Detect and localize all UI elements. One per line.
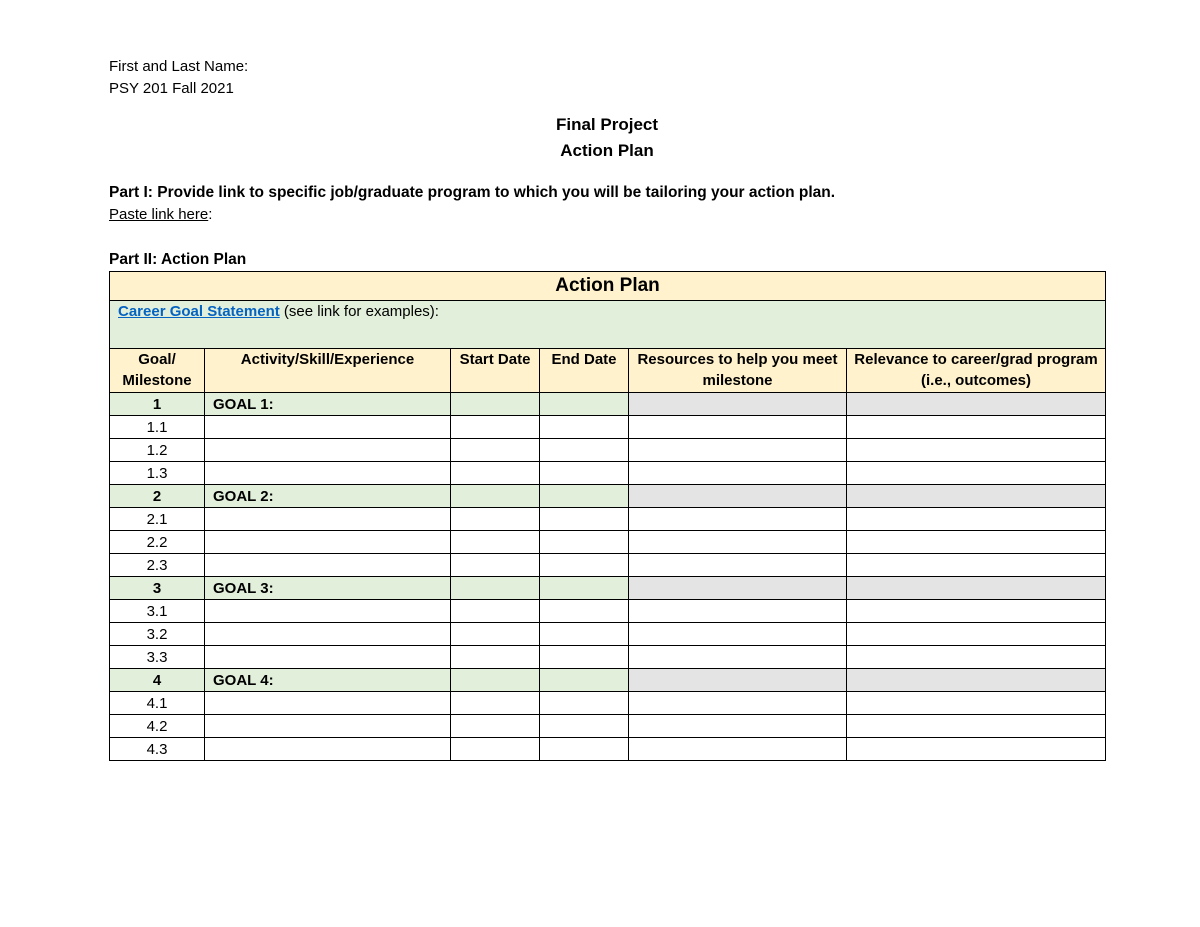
milestone-resources-cell[interactable]	[629, 623, 847, 646]
table-title: Action Plan	[110, 272, 1106, 301]
goal-label-cell[interactable]: GOAL 2:	[205, 485, 451, 508]
milestone-relevance-cell[interactable]	[847, 554, 1106, 577]
milestone-activity-cell[interactable]	[205, 623, 451, 646]
milestone-row	[110, 738, 1106, 761]
milestone-number-cell: 3.1	[110, 600, 205, 623]
milestone-start-date-cell[interactable]	[451, 646, 540, 669]
goal-end-date-cell[interactable]	[540, 485, 629, 508]
goal-row	[110, 577, 1106, 600]
goal-end-date-cell[interactable]	[540, 669, 629, 692]
goal-label-cell[interactable]: GOAL 3:	[205, 577, 451, 600]
milestone-number-cell: 1.3	[110, 462, 205, 485]
milestone-activity-cell[interactable]	[205, 715, 451, 738]
goal-relevance-cell[interactable]	[847, 393, 1106, 416]
col-header-activity: Activity/Skill/Experience	[205, 349, 451, 393]
col-header-goal: Goal/ Milestone	[110, 349, 205, 393]
milestone-start-date-cell[interactable]	[451, 462, 540, 485]
milestone-start-date-cell[interactable]	[451, 600, 540, 623]
milestone-start-date-cell[interactable]	[451, 416, 540, 439]
document-page	[109, 56, 1105, 761]
milestone-row	[110, 416, 1106, 439]
milestone-number-cell: 4.2	[110, 715, 205, 738]
table-header-row	[110, 349, 1106, 393]
milestone-start-date-cell[interactable]	[451, 439, 540, 462]
milestone-start-date-cell[interactable]	[451, 738, 540, 761]
goal-end-date-cell[interactable]	[540, 393, 629, 416]
goal-number-cell: 4	[110, 669, 205, 692]
milestone-resources-cell[interactable]	[629, 554, 847, 577]
milestone-resources-cell[interactable]	[629, 462, 847, 485]
milestone-number-cell: 2.2	[110, 531, 205, 554]
milestone-row	[110, 692, 1106, 715]
paste-link-suffix: :	[208, 206, 213, 223]
career-goal-statement-cell[interactable]	[110, 301, 1106, 349]
goal-start-date-cell[interactable]	[451, 485, 540, 508]
milestone-activity-cell[interactable]	[205, 416, 451, 439]
milestone-resources-cell[interactable]	[629, 692, 847, 715]
goal-resources-cell[interactable]	[629, 669, 847, 692]
milestone-relevance-cell[interactable]	[847, 531, 1106, 554]
milestone-number-cell: 4.1	[110, 692, 205, 715]
milestone-number-cell: 1.2	[110, 439, 205, 462]
name-line: First and Last Name:	[109, 58, 249, 75]
milestone-end-date-cell[interactable]	[540, 646, 629, 669]
milestone-relevance-cell[interactable]	[847, 508, 1106, 531]
paste-link-line	[109, 204, 1105, 226]
col-header-start-date: Start Date	[451, 349, 540, 393]
milestone-row	[110, 531, 1106, 554]
milestone-relevance-cell[interactable]	[847, 462, 1106, 485]
goal-relevance-cell[interactable]	[847, 485, 1106, 508]
milestone-row	[110, 646, 1106, 669]
milestone-activity-cell[interactable]	[205, 462, 451, 485]
milestone-row	[110, 715, 1106, 738]
milestone-end-date-cell[interactable]	[540, 462, 629, 485]
milestone-resources-cell[interactable]	[629, 715, 847, 738]
milestone-number-cell: 1.1	[110, 416, 205, 439]
milestone-relevance-cell[interactable]	[847, 715, 1106, 738]
goal-end-date-cell[interactable]	[540, 577, 629, 600]
milestone-number-cell: 2.1	[110, 508, 205, 531]
milestone-start-date-cell[interactable]	[451, 623, 540, 646]
goal-row	[110, 393, 1106, 416]
milestone-row	[110, 554, 1106, 577]
goal-label-cell[interactable]: GOAL 4:	[205, 669, 451, 692]
goal-number-cell: 1	[110, 393, 205, 416]
milestone-row	[110, 462, 1106, 485]
col-header-end-date: End Date	[540, 349, 629, 393]
document-title	[109, 112, 1105, 164]
goal-relevance-cell[interactable]	[847, 577, 1106, 600]
milestone-relevance-cell[interactable]	[847, 416, 1106, 439]
milestone-activity-cell[interactable]	[205, 554, 451, 577]
goal-row	[110, 669, 1106, 692]
title-line-2: Action Plan	[560, 141, 654, 160]
milestone-activity-cell[interactable]	[205, 600, 451, 623]
goal-row	[110, 485, 1106, 508]
milestone-row	[110, 600, 1106, 623]
milestone-end-date-cell[interactable]	[540, 692, 629, 715]
milestone-end-date-cell[interactable]	[540, 508, 629, 531]
milestone-end-date-cell[interactable]	[540, 623, 629, 646]
milestone-relevance-cell[interactable]	[847, 439, 1106, 462]
milestone-number-cell: 3.3	[110, 646, 205, 669]
milestone-row	[110, 508, 1106, 531]
part2-heading: Part II: Action Plan	[109, 251, 247, 268]
goal-number-cell: 2	[110, 485, 205, 508]
milestone-activity-cell[interactable]	[205, 508, 451, 531]
goal-resources-cell[interactable]	[629, 485, 847, 508]
milestone-resources-cell[interactable]	[629, 738, 847, 761]
milestone-end-date-cell[interactable]	[540, 531, 629, 554]
milestone-end-date-cell[interactable]	[540, 600, 629, 623]
milestone-activity-cell[interactable]	[205, 646, 451, 669]
col-header-relevance: Relevance to career/grad program (i.e., outcomes)	[847, 349, 1106, 393]
milestone-activity-cell[interactable]	[205, 439, 451, 462]
milestone-row	[110, 623, 1106, 646]
milestone-relevance-cell[interactable]	[847, 623, 1106, 646]
milestone-resources-cell[interactable]	[629, 416, 847, 439]
milestone-start-date-cell[interactable]	[451, 554, 540, 577]
milestone-number-cell: 3.2	[110, 623, 205, 646]
goal-start-date-cell[interactable]	[451, 669, 540, 692]
milestone-relevance-cell[interactable]	[847, 738, 1106, 761]
milestone-end-date-cell[interactable]	[540, 416, 629, 439]
milestone-end-date-cell[interactable]	[540, 738, 629, 761]
milestone-resources-cell[interactable]	[629, 508, 847, 531]
career-goal-statement-note: (see link for examples):	[279, 303, 439, 320]
milestone-end-date-cell[interactable]	[540, 715, 629, 738]
milestone-number-cell: 4.3	[110, 738, 205, 761]
milestone-activity-cell[interactable]	[205, 692, 451, 715]
milestone-resources-cell[interactable]	[629, 600, 847, 623]
part1-prompt: Part I: Provide link to specific job/graduate program to which you will be tailoring your action plan.	[109, 184, 836, 201]
action-plan-table	[109, 271, 1106, 761]
title-line-1: Final Project	[555, 115, 659, 134]
career-goal-statement-link[interactable]: Career Goal Statement	[118, 303, 280, 320]
milestone-row	[110, 439, 1106, 462]
milestone-relevance-cell[interactable]	[847, 646, 1106, 669]
milestone-end-date-cell[interactable]	[540, 554, 629, 577]
goal-start-date-cell[interactable]	[451, 393, 540, 416]
course-line: PSY 201 Fall 2021	[109, 80, 234, 97]
milestone-resources-cell[interactable]	[629, 439, 847, 462]
milestone-end-date-cell[interactable]	[540, 439, 629, 462]
goal-number-cell: 3	[110, 577, 205, 600]
milestone-number-cell: 2.3	[110, 554, 205, 577]
milestone-resources-cell[interactable]	[629, 531, 847, 554]
milestone-activity-cell[interactable]	[205, 531, 451, 554]
col-header-resources: Resources to help you meet milestone	[629, 349, 847, 393]
goal-resources-cell[interactable]	[629, 577, 847, 600]
milestone-start-date-cell[interactable]	[451, 692, 540, 715]
milestone-resources-cell[interactable]	[629, 646, 847, 669]
goal-start-date-cell[interactable]	[451, 577, 540, 600]
milestone-activity-cell[interactable]	[205, 738, 451, 761]
milestone-start-date-cell[interactable]	[451, 715, 540, 738]
goal-relevance-cell[interactable]	[847, 669, 1106, 692]
goal-label-cell[interactable]: GOAL 1:	[205, 393, 451, 416]
milestone-start-date-cell[interactable]	[451, 508, 540, 531]
goal-resources-cell[interactable]	[629, 393, 847, 416]
milestone-relevance-cell[interactable]	[847, 692, 1106, 715]
milestone-relevance-cell[interactable]	[847, 600, 1106, 623]
milestone-start-date-cell[interactable]	[451, 531, 540, 554]
paste-link-label[interactable]: Paste link here	[109, 206, 209, 223]
